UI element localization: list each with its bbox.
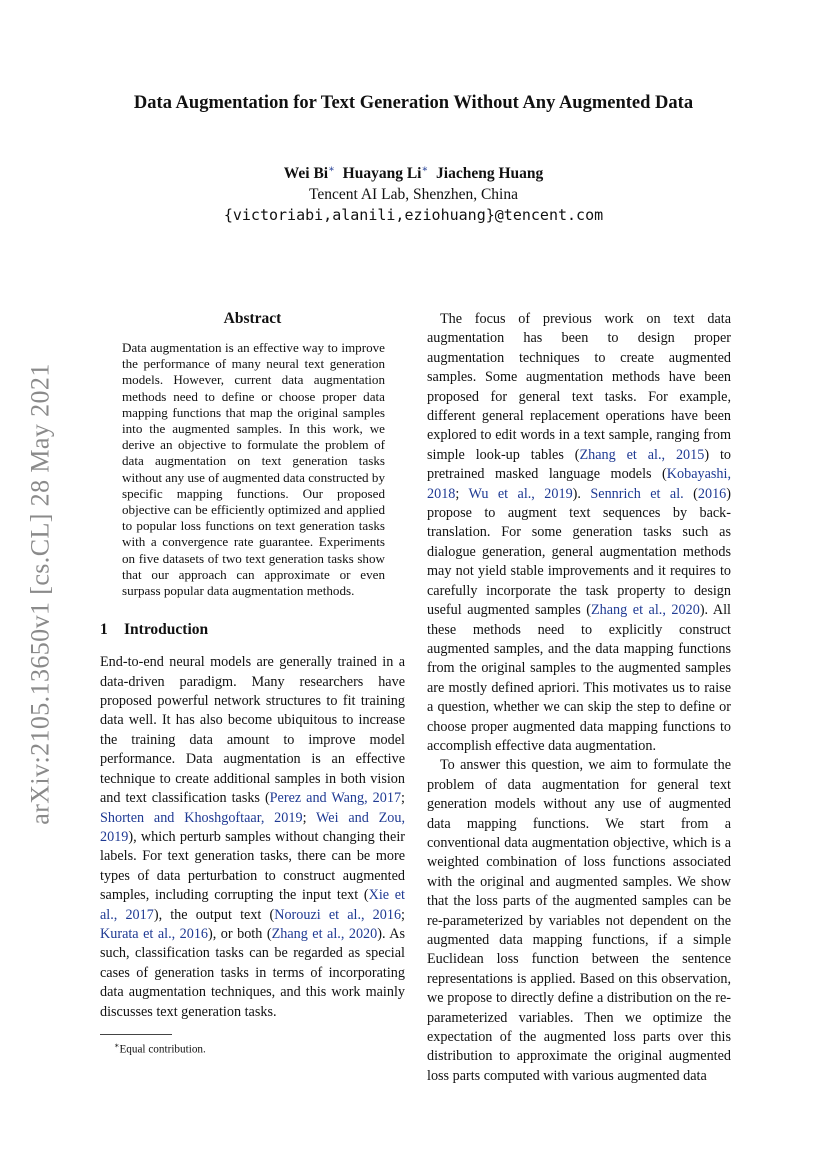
paper-title: Data Augmentation for Text Generation Without Any Augmented Data (133, 93, 694, 113)
citation-link[interactable]: Sennrich et al. (590, 485, 684, 502)
text-run: ). As such, classification tasks can be regarded as special cases of generation tasks in terms of incorporating data augmentation techniques, and this work mainly discusses text generation tasks. (100, 925, 405, 1020)
section-heading-introduction (100, 621, 405, 639)
citation-link[interactable]: Wei and Zou, 2019 (100, 809, 405, 845)
abstract-heading: Abstract (223, 310, 282, 327)
text-run: ) propose to augment text sequences by back-translation. For some generation tasks such as dialogue generation, general augmentation methods may not yield stable improvements and it requires to carefully incorporate the task property to design useful augmented samples ( (427, 485, 731, 619)
author-list (100, 164, 727, 183)
arxiv-identifier-text: arXiv:2105.13650v1 [cs.CL] 28 May 2021 (26, 363, 56, 825)
right-column (427, 310, 731, 1086)
text-run: End-to-end neural models are generally trained in a data-driven paradigm. Many researchers have proposed powerful network structures to fit training data well. It has also become ubiquitous to increase the training data amount to improve model performance. Data augmentation is an effective technique to create additional samples in both vision and text classification tasks ( (100, 654, 405, 807)
citation-link[interactable]: Norouzi et al., 2016 (274, 906, 402, 923)
author-name: Jiacheng Huang (436, 165, 544, 183)
text-run: The focus of previous work on text data augmentation has been to design proper augmentation techniques to create augmented samples. Some augmentation methods have been proposed for general text tasks. For example, different general replacement operations have been explored to edit words in a text sample, ranging from simple look-up tables ( (427, 311, 731, 463)
section-number: 1 (100, 621, 108, 639)
footnote-mark: ∗ (114, 1040, 120, 1050)
text-run: ( (683, 485, 698, 502)
text-run: ), which perturb samples without changing their labels. For text generation tasks, there can be more types of data perturbation to construct augmented samples, including corrupting the input text ( (100, 828, 405, 904)
citation-link[interactable]: Kobayashi, 2018 (427, 466, 731, 502)
author-emails: {victoriabi,alanili,eziohuang}@tencent.com (223, 206, 604, 224)
author-name: Huayang Li (342, 165, 422, 183)
left-column (100, 310, 405, 1056)
author-name: Wei Bi (283, 165, 329, 183)
intro-paragraph-1 (100, 653, 405, 1022)
footnote-text: Equal contribution. (119, 1043, 206, 1056)
intro-paragraph-2 (427, 310, 731, 756)
author-footnote-mark[interactable]: ∗ (328, 164, 335, 175)
text-run: ; (401, 906, 405, 923)
text-run: ). (572, 485, 591, 502)
author-footnote-mark[interactable]: ∗ (421, 164, 429, 175)
citation-link[interactable]: Zhang et al., 2015 (579, 446, 705, 463)
citation-link[interactable]: Shorten and Khoshgoftaar, 2019 (100, 809, 303, 826)
citation-link[interactable]: Zhang et al., 2020 (271, 925, 378, 942)
text-run: ), or both ( (208, 925, 272, 942)
text-run: ). All these methods need to explicitly construct augmented samples, and the data mapping functions from the original samples to the augmented samples are mostly defined apriori. This motivates us to raise a question, whether we can skip the step to define or choose proper augmented data mapping functions to accomplish effective data augmentation. (427, 602, 731, 754)
footnote (114, 1041, 405, 1056)
text-run: ) to pretrained masked language models ( (427, 446, 731, 483)
abstract-body: Data augmentation is an effective way to improve the performance of many neural text generation models. However, current data augmentation methods need to define or choose proper data mapping functions that map the original samples into the augmented samples. In this work, we derive an objective to formulate the problem of data augmentation on text generation tasks without any use of augmented data constructed by specific mapping functions. Our proposed objective can be efficiently optimized and applied to popular loss functions on text generation tasks with a convergence rate guarantee. Experiments on five datasets of two text generation tasks show that our approach can approximate or even surpass popular data augmentation methods. (122, 340, 385, 599)
text-run: ; (455, 485, 469, 502)
author-affiliation: Tencent AI Lab, Shenzhen, China (309, 186, 518, 203)
citation-link[interactable]: 2016 (697, 485, 727, 502)
text-run: ; (401, 790, 405, 807)
citation-link[interactable]: Wu et al., 2019 (468, 485, 573, 502)
intro-paragraph-3: To answer this question, we aim to formulate the problem of data augmentation for general text generation models without any use of augmented data mapping functions. We start from a conventional data augmentation objective, which is a weighted combination of loss functions associated with the original and augmented samples. We show that the loss parts of the augmented samples can be re-parameterized by variables not dependent on the augmented data mapping functions, if a simple Euclidean loss function between the sentence representations is applied. Based on this observation, we propose to directly define a distribution on the re-parameterized variables. Then we optimize the expectation of the augmented loss parts over this distribution to approximate the original augmented loss parts computed with various augmented data (427, 757, 731, 1084)
arxiv-identifier-stamp (26, 364, 56, 824)
text-run: ; (302, 809, 317, 826)
citation-link[interactable]: Perez and Wang, 2017 (269, 790, 402, 807)
footnote-divider (100, 1034, 172, 1035)
citation-link[interactable]: Kurata et al., 2016 (100, 925, 209, 942)
text-run: ), the output text ( (153, 906, 275, 923)
section-title: Introduction (124, 621, 209, 639)
citation-link[interactable]: Xie et al., 2017 (100, 887, 405, 923)
citation-link[interactable]: Zhang et al., 2020 (590, 602, 700, 619)
